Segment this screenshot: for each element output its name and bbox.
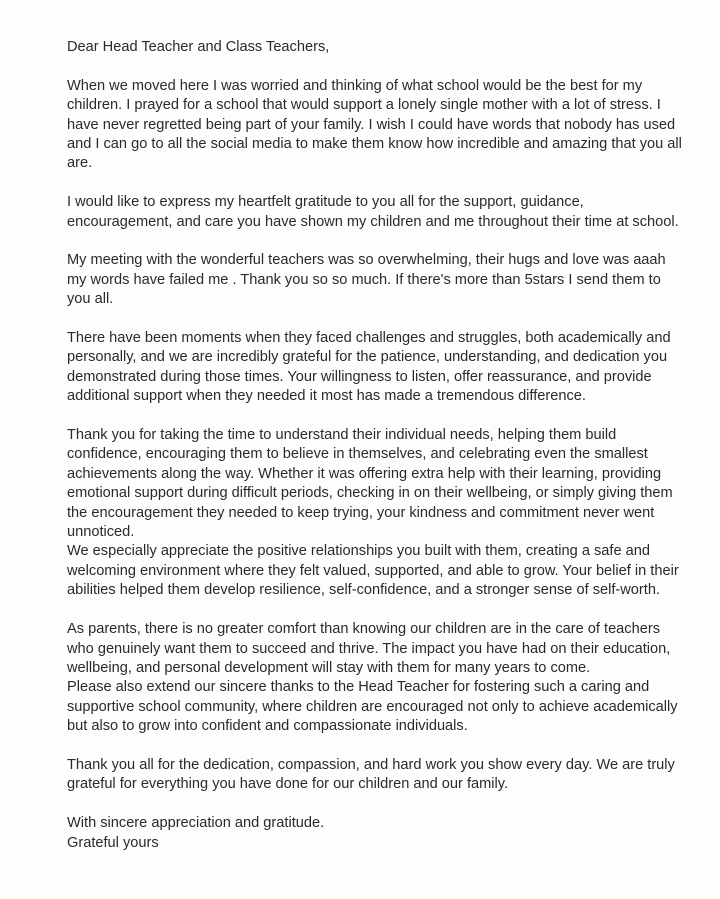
paragraph-2 xyxy=(67,193,697,232)
paragraph-line: abilities helped them develop resilience, self-confidence, and a stronger sense of self-worth. xyxy=(67,582,660,599)
paragraph-3 xyxy=(67,251,697,309)
paragraph-line: the encouragement they needed to keep trying, your kindness and commitment never went xyxy=(67,504,655,521)
paragraph-line: There have been moments when they faced challenges and struggles, both academically and xyxy=(67,330,671,347)
letter-body xyxy=(67,38,697,853)
closing-line: With sincere appreciation and gratitude. xyxy=(67,815,325,832)
paragraph-line: We especially appreciate the positive relationships you built with them, creating a safe and xyxy=(67,543,650,560)
paragraph-6 xyxy=(67,542,697,600)
closing-block xyxy=(67,814,697,853)
paragraph-line: Thank you all for the dedication, compassion, and hard work you show every day. We are truly xyxy=(67,756,675,773)
paragraph-7 xyxy=(67,620,697,678)
paragraph-line: wellbeing, and personal development will stay with them for many years to come. xyxy=(67,659,591,676)
paragraph-line: supportive school community, where children are encouraged not only to achieve academically xyxy=(67,698,678,715)
paragraph-line: who genuinely want them to succeed and thrive. The impact you have had on their education, xyxy=(67,640,671,657)
salutation: Dear Head Teacher and Class Teachers, xyxy=(67,39,330,55)
paragraph-line: unnoticed. xyxy=(67,524,135,541)
paragraph-4 xyxy=(67,329,697,407)
paragraph-line: Please also extend our sincere thanks to the Head Teacher for fostering such a caring and xyxy=(67,679,650,696)
paragraph-line: encouragement, and care you have shown my children and me throughout their time at school. xyxy=(67,213,679,230)
paragraph-line: and I can go to all the social media to make them know how incredible and amazing that you all xyxy=(67,136,682,153)
paragraph-line: but also to grow into confident and compassionate individuals. xyxy=(67,718,468,735)
paragraph-line: you all. xyxy=(67,291,114,308)
paragraph-line: grateful for everything you have done for our children and our family. xyxy=(67,776,509,793)
paragraph-line: When we moved here I was worried and thinking of what school would be the best for my xyxy=(67,77,643,94)
paragraph-5 xyxy=(67,426,697,542)
paragraph-8 xyxy=(67,678,697,736)
paragraph-line: children. I prayed for a school that would support a lonely single mother with a lot of stress. I xyxy=(67,97,661,114)
paragraph-line: demonstrated during those times. Your willingness to listen, offer reassurance, and provide xyxy=(67,368,652,385)
paragraph-line: confidence, encouraging them to believe in themselves, and celebrating even the smallest xyxy=(67,446,648,463)
paragraph-line: additional support when they needed it most has made a tremendous difference. xyxy=(67,388,586,405)
paragraph-line: have never regretted being part of your family. I wish I could have words that nobody has used xyxy=(67,116,676,133)
paragraph-1 xyxy=(67,77,697,174)
paragraph-line: I would like to express my heartfelt gratitude to you all for the support, guidance, xyxy=(67,194,584,211)
paragraph-line: As parents, there is no greater comfort than knowing our children are in the care of teachers xyxy=(67,621,660,638)
paragraph-line: achievements along the way. Whether it was offering extra help with their learning, providing xyxy=(67,465,662,482)
paragraph-line: My meeting with the wonderful teachers was so overwhelming, their hugs and love was aaah xyxy=(67,252,666,269)
signoff-line: Grateful yours xyxy=(67,834,159,851)
paragraph-line: personally, and we are incredibly grateful for the patience, understanding, and dedication you xyxy=(67,349,668,366)
paragraph-line: are. xyxy=(67,155,93,172)
paragraph-9 xyxy=(67,756,697,795)
paragraph-line: emotional support during difficult periods, checking in on their wellbeing, or simply giving them xyxy=(67,485,673,502)
paragraph-line: Thank you for taking the time to understand their individual needs, helping them build xyxy=(67,427,617,444)
paragraph-line: my words have failed me . Thank you so so much. If there's more than 5stars I send them to xyxy=(67,271,661,288)
paragraph-line: welcoming environment where they felt valued, supported, and able to grow. Your belief in their xyxy=(67,562,679,579)
